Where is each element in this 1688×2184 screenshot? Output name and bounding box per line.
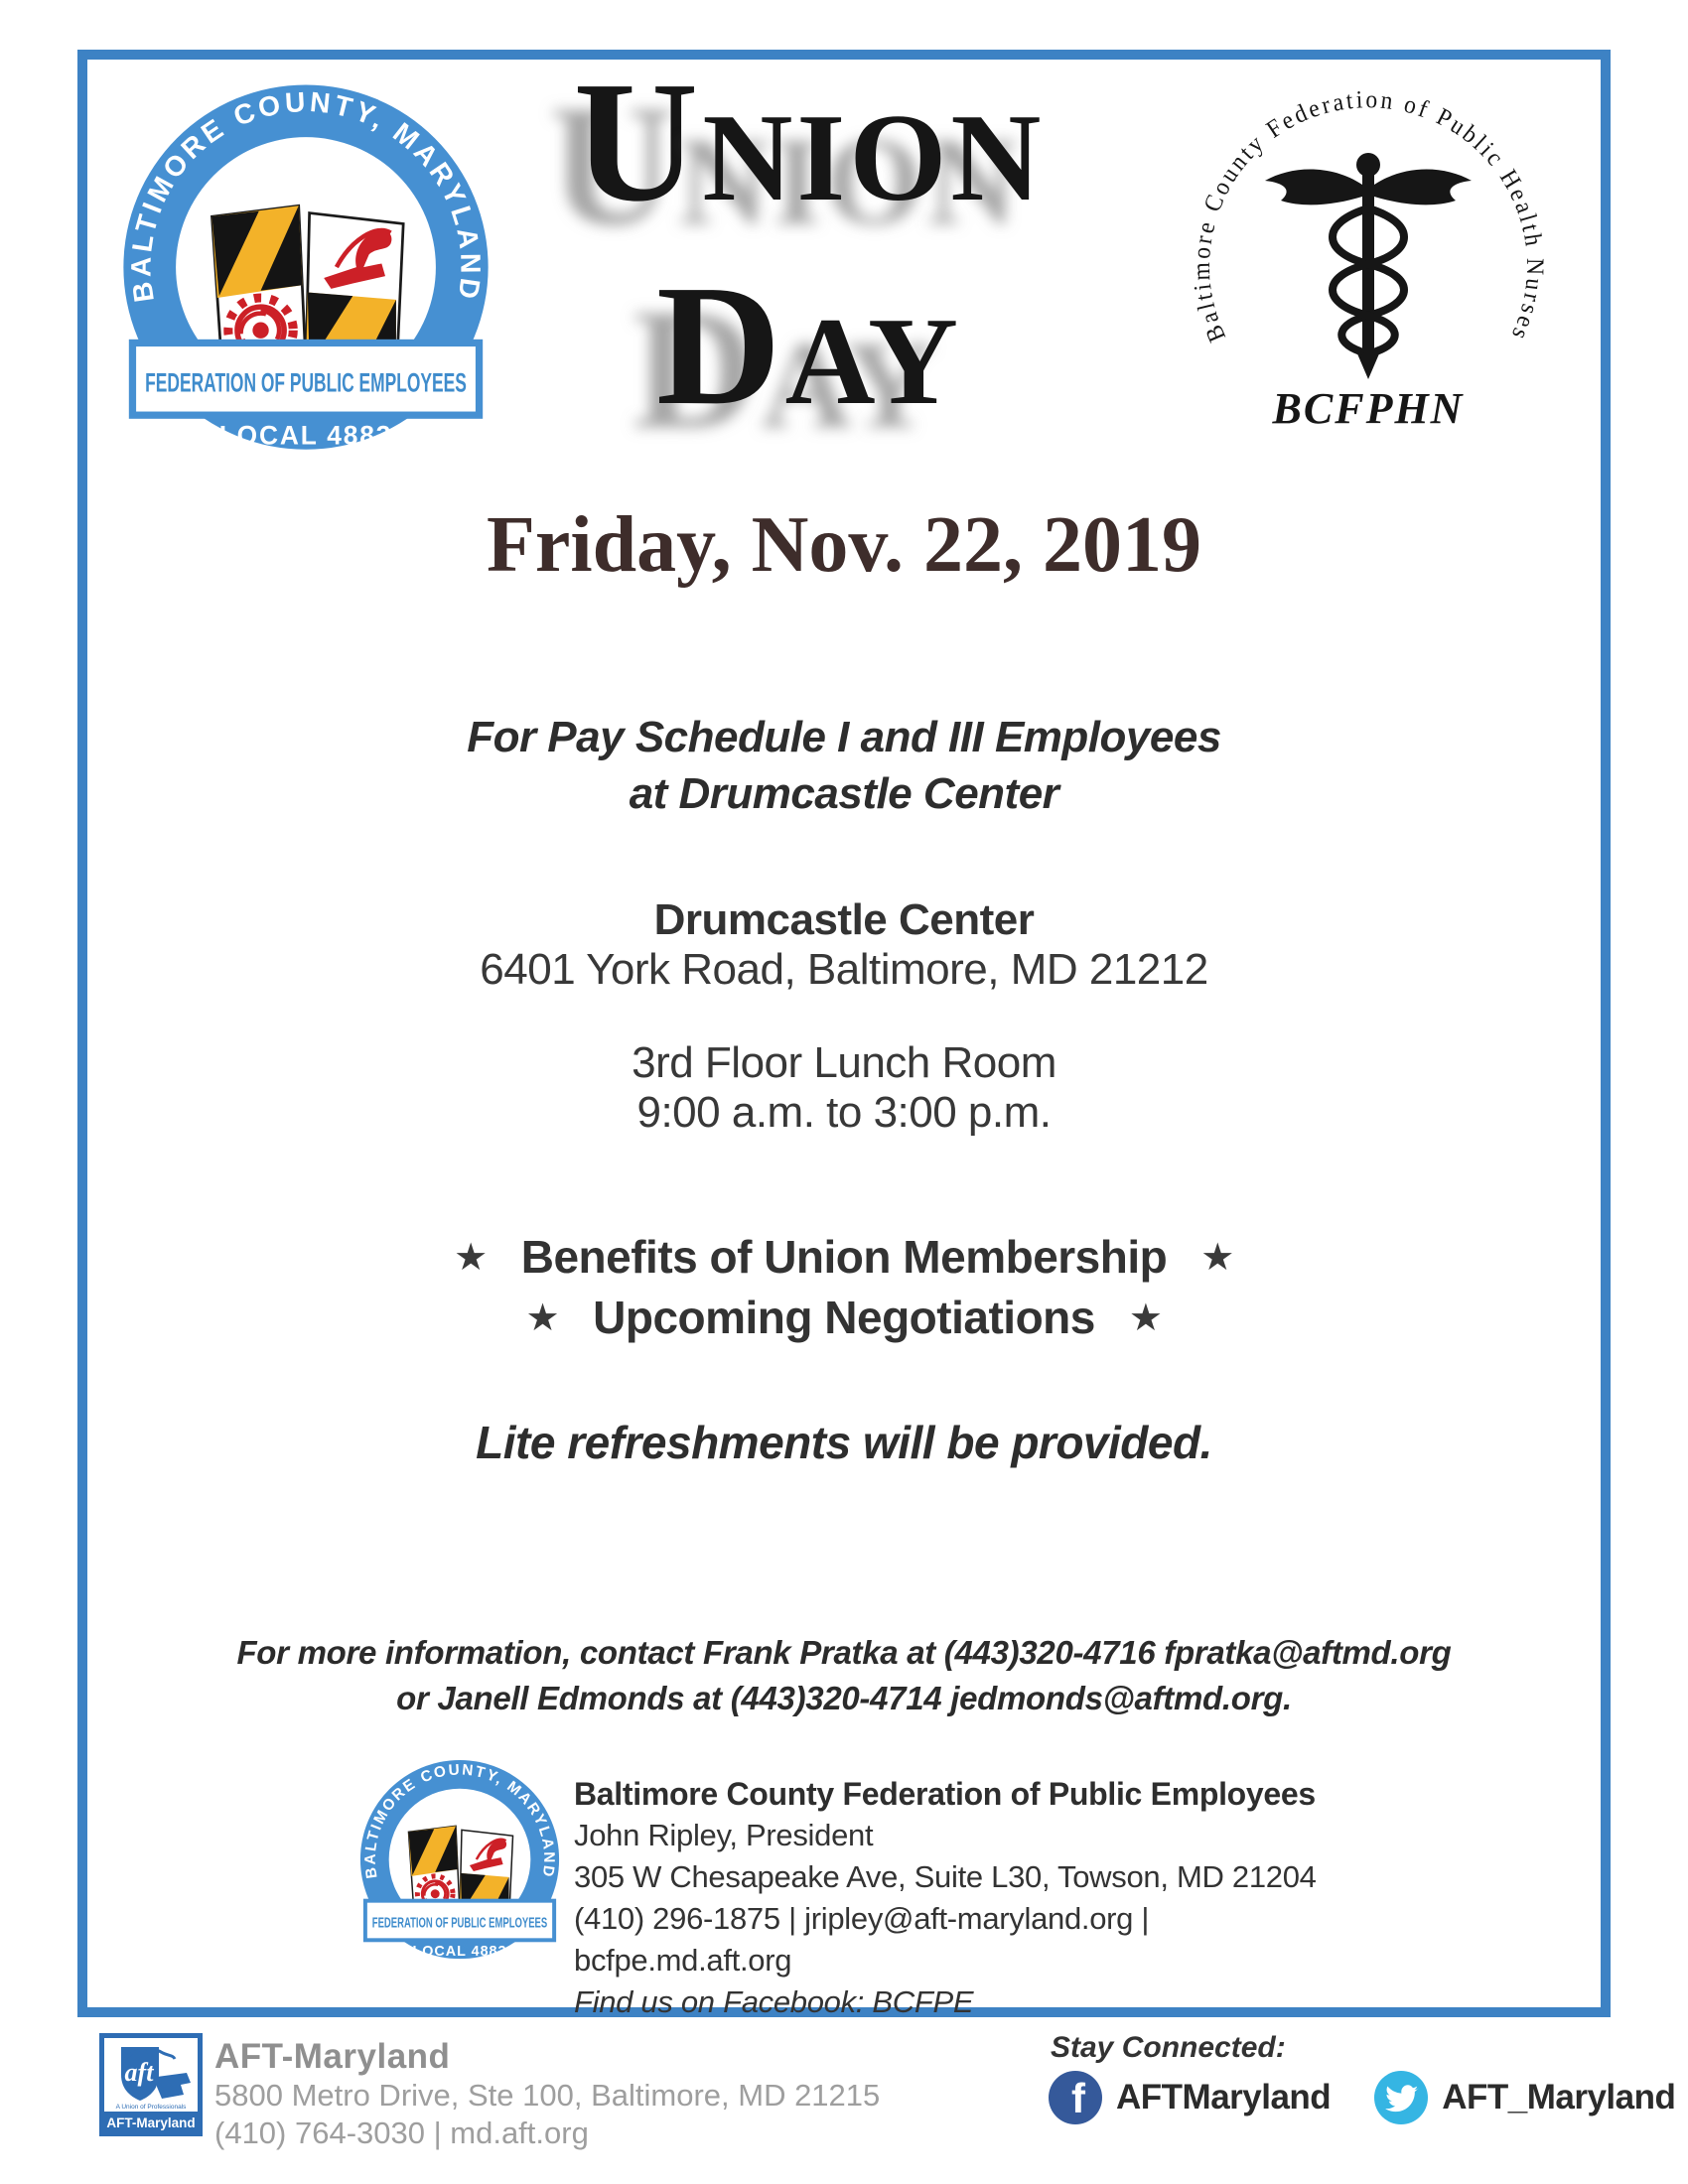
bcfpe-logo-icon [352,1757,568,1974]
contact-line1: For more information, contact Frank Pratka at (443)320-4716 fpratka@aftmd.org [236,1634,1452,1671]
footer-org-block [214,2037,880,2152]
bcfpe-local4883-logo-small [352,1757,568,1974]
aft-logo-script: aft [124,2058,154,2087]
organization-president: John Ripley, President [574,1818,874,1852]
twitter-icon [1374,2071,1428,2124]
bcfpe-logo-icon [107,79,504,477]
star-icon: ★ [1128,1297,1163,1339]
event-date: Friday, Nov. 22, 2019 [486,501,1202,589]
audience-line1: For Pay Schedule I and III Employees [467,713,1221,761]
venue-name: Drumcastle Center [653,895,1035,944]
aft-logo-tagline: A Union of Professionals [115,2104,187,2111]
star-icon: ★ [1200,1237,1234,1279]
venue-address: 6401 York Road, Baltimore, MD 21212 [480,945,1208,994]
caduceus-icon [1265,153,1472,379]
bcfpe-local4883-logo [107,79,504,477]
venue-time-block [87,1038,1601,1138]
title-word-day: DAY [655,249,963,441]
topic-2-label: Upcoming Negotiations [593,1292,1095,1343]
venue-block [87,895,1601,995]
audience-note [87,709,1601,822]
facebook-handle: AFTMaryland [1116,2078,1332,2116]
aft-logo-bar-text: AFT-Maryland [106,2116,196,2130]
stay-connected-label: Stay Connected: [1051,2031,1286,2064]
organization-name: Baltimore County Federation of Public Employees [574,1776,1316,1812]
bcfphn-logo [1170,66,1567,463]
venue-room: 3rd Floor Lunch Room [632,1038,1056,1087]
bcfphn-logo-icon [1170,66,1567,463]
contact-info [87,1630,1601,1721]
topic-row-1 [87,1229,1601,1290]
flyer-title [511,40,1107,447]
twitter-handle: AFT_Maryland [1442,2078,1676,2116]
footer-phone-site: (410) 764-3030 | md.aft.org [214,2116,589,2150]
footer-org-name: AFT-Maryland [214,2037,451,2076]
organization-facebook: Find us on Facebook: BCFPE [574,1984,974,2019]
topics-list [87,1229,1601,1350]
organization-address: 305 W Chesapeake Ave, Suite L30, Towson, MD 21204 [574,1859,1317,1894]
star-icon: ★ [454,1237,488,1279]
venue-hours: 9:00 a.m. to 3:00 p.m. [636,1088,1052,1137]
facebook-icon-letter: f [1071,2075,1085,2121]
aft-maryland-logo [99,2033,203,2136]
social-links-row [1049,2071,1675,2124]
aft-logo-icon [99,2033,203,2136]
refreshments-note: Lite refreshments will be provided. [476,1417,1212,1468]
facebook-icon [1049,2071,1102,2124]
organization-block [574,1773,1348,2023]
title-word-union: UNION [573,46,1046,237]
bcfphn-acronym: BCFPHN [1272,384,1465,433]
audience-line2: at Drumcastle Center [629,769,1059,818]
topic-1-label: Benefits of Union Membership [520,1231,1168,1283]
footer-address: 5800 Metro Drive, Ste 100, Baltimore, MD 21215 [214,2078,881,2113]
star-icon: ★ [525,1297,560,1339]
bcfphn-arc-text: Baltimore County Federation of Public Health Nurses [1188,86,1549,347]
topic-row-2 [87,1290,1601,1350]
organization-contact: (410) 296-1875 | jripley@aft-maryland.org | bcfpe.md.aft.org [574,1901,1150,1978]
contact-line2: or Janell Edmonds at (443)320-4714 jedmonds@aftmd.org. [396,1680,1292,1716]
